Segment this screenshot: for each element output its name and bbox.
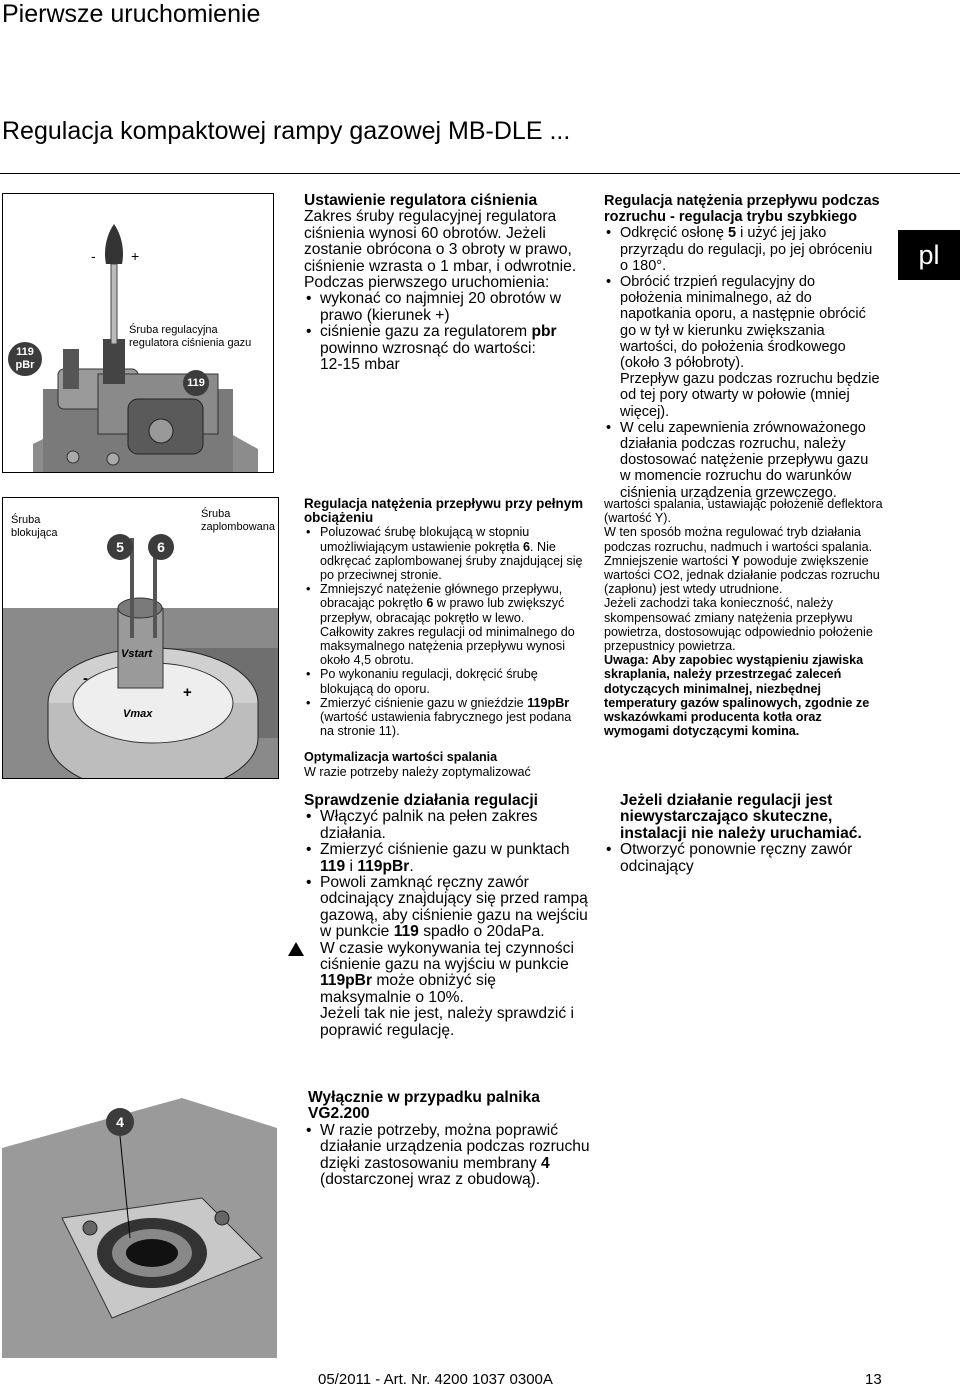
section3-item: • Po wykonaniu regulacji, dokręcić śrubę blokującą do oporu. [304, 667, 584, 695]
badge-6: 6 [148, 534, 174, 560]
text-span: powoduje zwiększenie wartości CO2, jednak działanie podczas rozruchu (zapłonu) jest wtedy utrudnione. [604, 553, 880, 597]
section6-bold: Jeżeli działanie regulacji jest niewystarczająco skuteczne, instalacji nie należy uruchamiać. [620, 792, 862, 842]
section3-item [304, 525, 584, 582]
section-title: Regulacja kompaktowej rampy gazowej MB-DLE ... [2, 117, 571, 145]
minus-label: - [91, 248, 96, 264]
flow-knob-illustration [3, 498, 278, 778]
section2-item: • W celu zapewnienia zrównoważonego działania podczas rozruchu, należy dostosować natężenie przepływu gazu w momencie rozruchu do warunków ciśnienia urządzenia grzewczego. [604, 420, 880, 501]
section3-item [304, 582, 584, 667]
section1-item: • wykonać co najmniej 20 obrotów w prawo (kierunek +) [304, 291, 586, 324]
language-tab: pl [898, 230, 960, 280]
section4-p4: Jeżeli zachodzi taka konieczność, należy skompensować zmiany natężenia przepływu powietrza, dostosowując odpowiednio położenie przepustnicy powietrza. [604, 596, 873, 654]
combustion-section [604, 497, 884, 738]
section4-p1: wartości spalania, ustawiając położenie deflektora (wartość Y). [604, 497, 883, 526]
text-span: (wartość ustawienia fabrycznego jest podana na stronie 11). [320, 710, 572, 739]
verification-section [304, 793, 590, 1039]
section1-heading: Ustawienie regulatora ciśnienia [304, 192, 538, 209]
sealed-screw-label: Śruba zaplombowana [201, 508, 275, 533]
text-span: W razie potrzeby, można poprawić działanie urządzenia podczas rozruchu dzięki zastosowaniu membrany [320, 1121, 590, 1172]
section1-intro: Zakres śruby regulacyjnej regulatora ciśnienia wynosi 60 obrotów. Jeżeli zostanie obrócona o 3 obroty w prawo, ciśnienie wzrasta o 1 mbar, i odwrotnie. Podczas pierwszego uruchomienia: [304, 208, 577, 292]
badge-119pbr [8, 342, 42, 376]
text-span: Poluzować śrubę blokującą w stopniu umożliwiającym ustawienie pokrętła [320, 525, 530, 554]
title-rule [0, 173, 960, 174]
text-span: i [345, 857, 358, 875]
section4-p2: W ten sposób można regulować tryb działania podczas rozruchu, nadmuch i wartości spalania. [604, 525, 873, 554]
pressure-value: 12-15 mbar [320, 356, 400, 374]
plus-mark: + [183, 684, 192, 701]
failure-section [604, 793, 874, 875]
full-load-section [304, 497, 584, 779]
flow-adjustment-figure [2, 497, 279, 779]
lock-screw-label: Śruba blokująca [11, 514, 58, 539]
text-span: może obniżyć się maksymalnie o 10%. [320, 972, 496, 1006]
optimization-text: W razie potrzeby należy zoptymalizować [304, 764, 531, 779]
text-span: Zmierzyć ciśnienie gazu w gnieździe [320, 695, 528, 710]
vstart-label: Vstart [121, 648, 153, 660]
badge-4: 4 [106, 1108, 134, 1136]
regulator-screw-label: Śruba regulacyjna regulatora ciśnienia gazu [129, 324, 252, 349]
text-span: Całkowity zakres regulacji od minimalnego do maksymalnego natężenia przepływu wynosi około 4,5 obrotu. [320, 624, 575, 668]
section5-item: • Włączyć palnik na pełen zakres działania. [304, 809, 590, 842]
text-span: i użyć jej jako przyrządu do regulacji, po jej obróceniu o 180°. [620, 225, 873, 274]
footer-text: 05/2011 - Art. Nr. 4200 1037 0300A [318, 1371, 553, 1388]
vg2-section [304, 1090, 590, 1188]
pbr-term: pbr [531, 323, 557, 341]
text-span: Powoli zamknąć ręczny zawór odcinający znajdujący się przed rampą gazową, aby ciśnienie gazu na wejściu w punkcie [320, 874, 588, 941]
badge-119: 119 [183, 370, 209, 396]
ref-5: 5 [728, 225, 737, 242]
section3-item [304, 696, 584, 739]
text-span: spadło o 20daPa. [418, 923, 545, 941]
text-span: Zmierzyć ciśnienie gazu w punktach [320, 841, 570, 859]
text-span: . [409, 857, 414, 875]
warning-note [304, 941, 590, 1039]
section2-heading: Regulacja natężenia przepływu podczas rozruchu - regulacja trybu szybkiego [604, 193, 880, 226]
ref-119pbr: 119pBr [320, 972, 373, 990]
section4-p3 [604, 554, 884, 597]
ref-119: 119 [320, 857, 346, 875]
page-number: 13 [865, 1371, 882, 1388]
membrane-illustration [2, 1088, 277, 1358]
text-span: Jeżeli tak nie jest, należy sprawdzić i poprawić regulację. [320, 1005, 574, 1039]
ref-119pbr: 119pBr [527, 695, 570, 710]
text-span: . Nie odkręcać zaplombowanej śruby znajdującej się po przeciwnej stronie. [320, 539, 583, 583]
startup-flow-section [604, 193, 880, 501]
section2-item [604, 274, 880, 420]
ref-119pbr: 119pBr [357, 857, 410, 875]
text-span: (dostarczonej wraz z obudową). [320, 1171, 541, 1189]
gas-regulator-figure [2, 193, 274, 473]
plus-label: + [131, 248, 140, 264]
membrane-figure [2, 1088, 277, 1358]
vmax-label: Vmax [123, 708, 153, 720]
optimization-heading: Optymalizacja wartości spalania [304, 750, 498, 765]
section5-item [304, 875, 590, 941]
pressure-regulator-section [304, 193, 586, 373]
badge-119pbr-line1: 119 [16, 346, 34, 358]
page-title: Pierwsze uruchomienie [2, 0, 261, 28]
section7-item [304, 1123, 590, 1189]
minus-mark: - [83, 670, 88, 687]
section6-item: • Otworzyć ponownie ręczny zawór odcinający [604, 842, 874, 875]
section2-item [604, 225, 880, 274]
section3-heading: Regulacja natężenia przepływu przy pełnym obciążeniu [304, 496, 584, 526]
section5-item [304, 842, 590, 875]
badge-5: 5 [107, 534, 133, 560]
ref-6: 6 [426, 596, 434, 611]
text-span: Odkręcić osłonę [620, 225, 728, 242]
ref-119: 119 [393, 923, 419, 941]
section7-heading: Wyłącznie w przypadku palnika VG2.200 [308, 1089, 540, 1123]
section1-item [304, 324, 586, 373]
text-span: W czasie wykonywania tej czynności ciśnienie gazu na wyjściu w punkcie [320, 939, 574, 974]
text-span: w prawo lub zwiększyć przepływ, obracając pokrętło w lewo. [320, 596, 565, 625]
warning-icon [288, 942, 304, 956]
section4-warning: Uwaga: Aby zapobiec wystąpieniu zjawiska skraplania, należy przestrzegać zaleceń dotyczących minimalnej, niezbędnej temperatury gazów spalinowych, zgodnie ze wskazówkami producenta kotła oraz wymogami dotyczącymi komina. [604, 653, 870, 739]
ref-4: 4 [541, 1154, 550, 1172]
section5-heading: Sprawdzenie działania regulacji [304, 792, 538, 809]
text-span: powinno wzrosnąć do wartości: [320, 339, 536, 357]
text-span: Obrócić trzpień regulacyjny do położenia minimalnego, aż do napotkania oporu, a następnie obrócić go w tył w kierunku zwiększania wartości, do położenia środkowego (około 3 półobroty). [620, 274, 866, 372]
badge-119pbr-line2: pBr [15, 358, 35, 371]
ref-6: 6 [522, 539, 530, 554]
text-span: Zmniejszyć natężenie głównego przepływu, obracając pokrętło [320, 582, 563, 611]
ref-y: Y [731, 553, 740, 568]
text-span: Zmniejszenie wartości [604, 553, 732, 568]
text-span: ciśnienie gazu za regulatorem [320, 323, 532, 341]
text-span: Przepływ gazu podczas rozruchu będzie od tej pory otwarty w połowie (mniej więcej). [620, 371, 880, 420]
